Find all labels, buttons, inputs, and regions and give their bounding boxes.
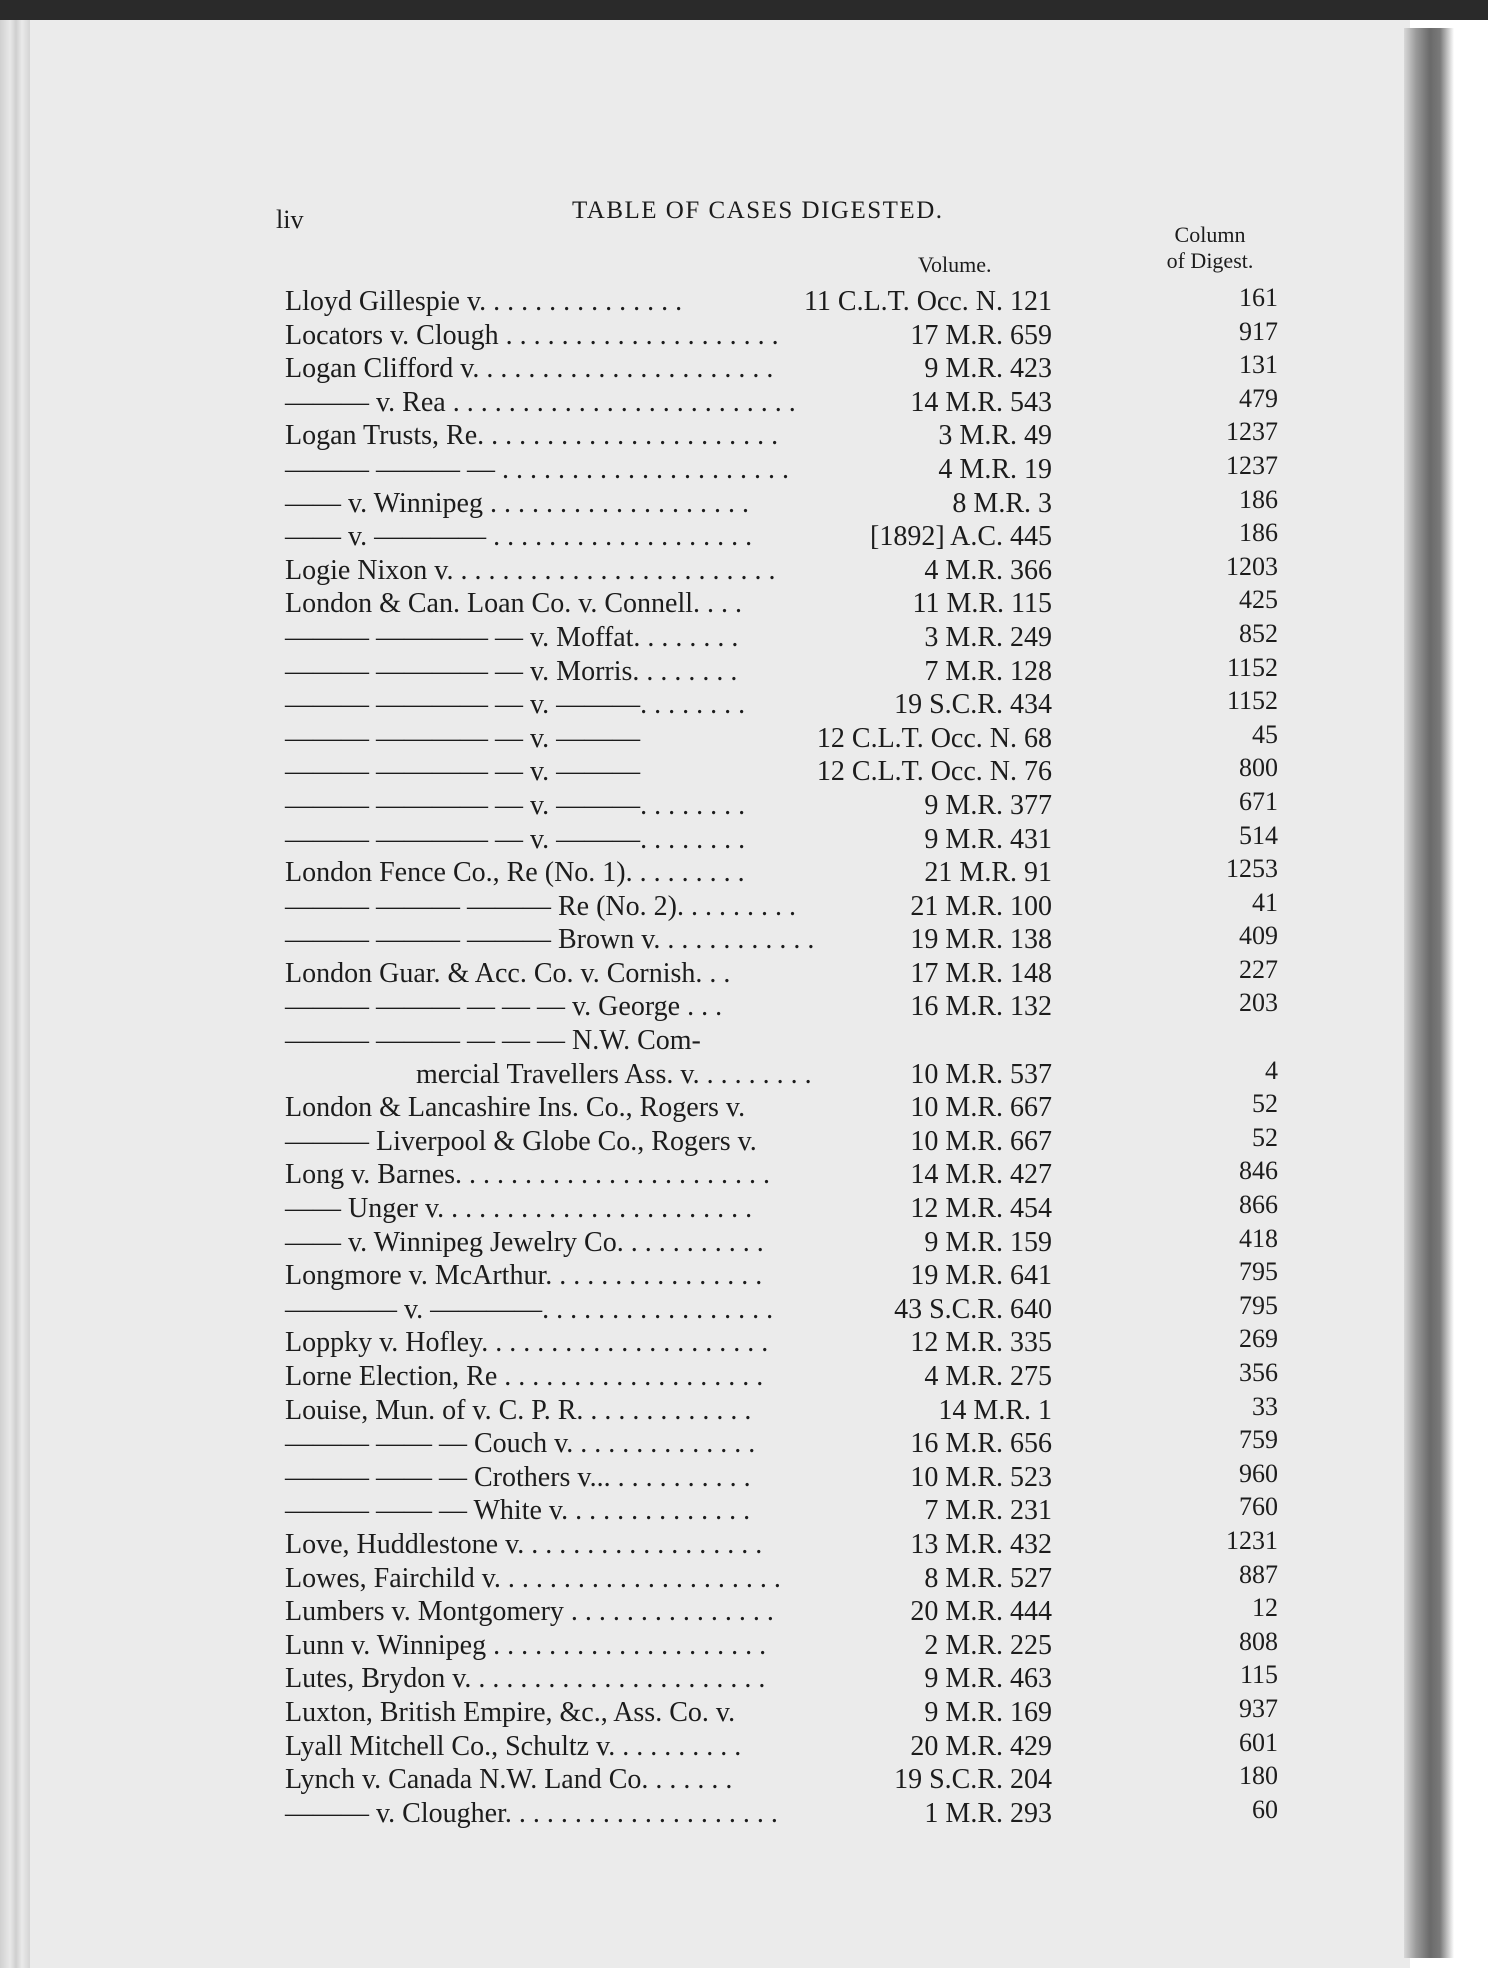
case-name: Longmore v. McArthur. . . . . . . . . . . . . . . . [285, 1260, 763, 1292]
digest-column-number: 131 [1239, 350, 1278, 380]
case-name: ——— ——— — — — v. George . . . [285, 991, 723, 1023]
case-name: —— v. ———— . . . . . . . . . . . . . . . . . . . [285, 521, 753, 553]
table-row [0, 786, 1488, 823]
digest-column-number: 186 [1239, 484, 1278, 514]
citation: 10 M.R. 537 [910, 1058, 1052, 1090]
digest-column-number: 409 [1239, 921, 1278, 951]
citation: 2 M.R. 225 [924, 1629, 1052, 1661]
table-row [0, 316, 1488, 353]
citation: 9 M.R. 377 [924, 789, 1052, 821]
digest-column-number: 1152 [1226, 686, 1278, 716]
case-name: London Guar. & Acc. Co. v. Cornish. . . [285, 957, 731, 989]
case-name: Lutes, Brydon v. . . . . . . . . . . . . . . . . . . . . . [285, 1663, 766, 1695]
table-row [0, 954, 1488, 991]
column-header-line-2: of Digest. [1166, 248, 1254, 273]
digest-column-number: 887 [1239, 1559, 1278, 1589]
case-name: ——— ———— — v. ——— [285, 722, 641, 754]
digest-column-number: 203 [1239, 988, 1278, 1018]
table-row [0, 1055, 1488, 1092]
case-name: ——— ———— — v. Morris. . . . . . . . [285, 655, 738, 687]
citation: 16 M.R. 656 [910, 1428, 1052, 1460]
citation: 4 M.R. 19 [938, 453, 1052, 485]
citation: 3 M.R. 49 [938, 420, 1052, 452]
digest-column-number: 41 [1252, 887, 1278, 917]
table-row [0, 1427, 1488, 1461]
table-row [0, 551, 1488, 588]
case-name: ——— ——— ——— Re (No. 2). . . . . . . . . [285, 890, 796, 922]
digest-column-number: 52 [1252, 1122, 1278, 1152]
table-row [0, 1360, 1488, 1394]
table-row [0, 383, 1488, 420]
citation: 14 M.R. 543 [910, 386, 1052, 418]
citation: 12 C.L.T. Occ. N. 76 [816, 756, 1052, 788]
case-name: Lowes, Fairchild v. . . . . . . . . . . . . . . . . . . . . [285, 1562, 781, 1594]
citation: 12 M.R. 454 [910, 1193, 1052, 1225]
table-row [0, 285, 1488, 319]
digest-column-number: 1253 [1226, 854, 1278, 884]
citation: 43 S.C.R. 640 [894, 1293, 1052, 1325]
table-row [0, 923, 1488, 957]
citation: 19 M.R. 138 [910, 924, 1052, 956]
digest-column-number: 52 [1252, 1089, 1278, 1119]
table-row [0, 1024, 1488, 1058]
digest-column-number: 760 [1239, 1492, 1278, 1522]
digest-column-number: 356 [1239, 1358, 1278, 1387]
table-row [0, 1158, 1488, 1192]
case-name: ——— v. Clougher. . . . . . . . . . . . . . . . . . . . [285, 1797, 778, 1829]
citation: 11 M.R. 115 [912, 588, 1052, 620]
digest-column-number: 671 [1239, 786, 1278, 816]
citation: 8 M.R. 527 [924, 1562, 1052, 1594]
table-row [0, 1662, 1488, 1696]
citation: 20 M.R. 444 [910, 1596, 1052, 1628]
digest-column-number: 866 [1239, 1190, 1278, 1220]
citation: 10 M.R. 667 [910, 1092, 1052, 1124]
digest-column-number: 937 [1239, 1693, 1278, 1723]
digest-column-number: 180 [1239, 1761, 1278, 1791]
citation: 21 M.R. 100 [910, 890, 1052, 922]
citation: 14 M.R. 1 [938, 1394, 1052, 1426]
digest-column-number: 795 [1239, 1257, 1278, 1287]
citation: 19 M.R. 641 [910, 1260, 1052, 1292]
case-table [0, 285, 1488, 1830]
digest-column-number: 601 [1239, 1727, 1278, 1757]
table-row [0, 820, 1488, 857]
case-name: ——— Liverpool & Globe Co., Rogers v. [285, 1125, 757, 1157]
citation: 12 M.R. 335 [910, 1327, 1052, 1359]
table-row [0, 1259, 1488, 1293]
table-row [0, 755, 1488, 789]
citation: 4 M.R. 275 [924, 1361, 1052, 1392]
case-name: ——— ——— ——— Brown v. . . . . . . . . . . . [285, 924, 815, 956]
citation: 16 M.R. 132 [910, 991, 1052, 1023]
digest-column-number: 227 [1239, 954, 1278, 984]
page-number: liv [276, 205, 304, 234]
case-name: Lunn v. Winnipeg . . . . . . . . . . . . . . . . . . . . [285, 1629, 767, 1661]
table-row [0, 587, 1488, 621]
case-name: —— Unger v. . . . . . . . . . . . . . . . . . . . . . . [285, 1193, 753, 1225]
digest-column-number: 917 [1239, 316, 1278, 346]
case-name: ——— ——— — . . . . . . . . . . . . . . . . . . . . . [285, 453, 789, 485]
digest-column-number: 960 [1239, 1458, 1278, 1488]
column-of-digest-header [1150, 222, 1270, 274]
digest-column-number: 4 [1265, 1055, 1278, 1085]
digest-column-number: 808 [1239, 1626, 1278, 1656]
volume-header: Volume. [918, 252, 992, 277]
case-name: Logan Clifford v. . . . . . . . . . . . . . . . . . . . . . [285, 353, 774, 385]
table-row [0, 887, 1488, 924]
table-row [0, 1693, 1488, 1730]
citation: 9 M.R. 423 [924, 353, 1052, 385]
digest-column-number: 12 [1252, 1593, 1278, 1623]
citation: 21 M.R. 91 [924, 857, 1052, 889]
digest-column-number: 1203 [1226, 551, 1278, 581]
citation: 8 M.R. 3 [952, 487, 1052, 519]
table-row [0, 1525, 1488, 1562]
citation: 10 M.R. 523 [910, 1461, 1052, 1493]
case-name: ——— —— — Crothers v... . . . . . . . . . . [285, 1461, 751, 1493]
table-row [0, 352, 1488, 386]
digest-column-number: 795 [1239, 1290, 1278, 1320]
case-name: ——— ———— — v. Moffat. . . . . . . . [285, 621, 739, 653]
table-row [0, 1122, 1488, 1159]
case-name: Lorne Election, Re . . . . . . . . . . . . . . . . . . . [285, 1361, 764, 1392]
citation: 19 S.C.R. 434 [894, 689, 1052, 721]
table-row [0, 719, 1488, 756]
table-row [0, 652, 1488, 689]
citation: 7 M.R. 231 [924, 1495, 1052, 1527]
case-name: Locators v. Clough . . . . . . . . . . . . . . . . . . . . [285, 319, 779, 351]
case-name: mercial Travellers Ass. v. . . . . . . . . [416, 1058, 812, 1090]
citation: 1 M.R. 293 [924, 1797, 1052, 1829]
digest-column-number: 115 [1239, 1660, 1278, 1690]
digest-column-number: 425 [1239, 585, 1278, 615]
case-name: Lynch v. Canada N.W. Land Co. . . . . . . [285, 1764, 733, 1796]
digest-column-number: 33 [1252, 1391, 1278, 1421]
digest-column-number: 479 [1239, 383, 1278, 413]
table-row [0, 1559, 1488, 1596]
citation: 19 S.C.R. 204 [894, 1764, 1052, 1796]
case-name: Lloyd Gillespie v. . . . . . . . . . . . . . . [285, 286, 683, 317]
digest-column-number: 45 [1252, 719, 1278, 749]
citation: 17 M.R. 148 [910, 957, 1052, 989]
digest-column-number: 846 [1239, 1156, 1278, 1186]
case-name: London & Lancashire Ins. Co., Rogers v. [285, 1092, 746, 1124]
table-row [0, 1794, 1488, 1831]
case-name: Luxton, British Empire, &c., Ass. Co. v. [285, 1696, 736, 1728]
case-name: ——— ———— — v. ———. . . . . . . . [285, 823, 746, 855]
digest-column-number: 1237 [1226, 450, 1278, 480]
scan-top-border [0, 0, 1488, 20]
citation: 17 M.R. 659 [910, 319, 1052, 351]
digest-column-number: 514 [1239, 820, 1278, 850]
digest-column-number: 1237 [1226, 417, 1278, 447]
digest-column-number: 418 [1239, 1223, 1278, 1253]
case-name: London & Can. Loan Co. v. Connell. . . . [285, 588, 743, 620]
digest-column-number: 161 [1239, 283, 1278, 312]
case-name: Lumbers v. Montgomery . . . . . . . . . . . . . . . [285, 1596, 774, 1628]
table-row [0, 450, 1488, 487]
table-row [0, 1458, 1488, 1495]
citation: 7 M.R. 128 [924, 655, 1052, 687]
case-name: —— v. Winnipeg . . . . . . . . . . . . . . . . . . . [285, 487, 749, 519]
table-row [0, 1727, 1488, 1764]
table-row [0, 1391, 1488, 1428]
table-row [0, 856, 1488, 890]
citation: 4 M.R. 366 [924, 554, 1052, 586]
table-row [0, 520, 1488, 554]
citation: 13 M.R. 432 [910, 1528, 1052, 1560]
page-title: TABLE OF CASES DIGESTED. [572, 197, 944, 224]
case-name: ——— v. Rea . . . . . . . . . . . . . . . . . . . . . . . . . [285, 386, 796, 418]
case-name: Loppky v. Hofley. . . . . . . . . . . . . . . . . . . . . [285, 1327, 769, 1359]
case-name: Lyall Mitchell Co., Schultz v. . . . . . . . . . [285, 1730, 742, 1762]
citation: 10 M.R. 667 [910, 1125, 1052, 1157]
case-name: ——— —— — Couch v. . . . . . . . . . . . . . [285, 1428, 756, 1460]
table-row [0, 1223, 1488, 1260]
digest-column-number: 269 [1239, 1324, 1278, 1354]
citation: 3 M.R. 249 [924, 621, 1052, 653]
table-row [0, 484, 1488, 521]
citation: 14 M.R. 427 [910, 1159, 1052, 1191]
case-name: ——— ———— — v. ———. . . . . . . . [285, 789, 746, 821]
table-row [0, 1595, 1488, 1629]
case-name: ——— ——— — — — N.W. Com- [285, 1025, 701, 1057]
citation: 12 C.L.T. Occ. N. 68 [816, 722, 1052, 754]
digest-column-number: 759 [1239, 1425, 1278, 1455]
case-name: Love, Huddlestone v. . . . . . . . . . . . . . . . . . [285, 1528, 763, 1560]
case-name: ——— ———— — v. ——— [285, 756, 641, 788]
table-row [0, 1290, 1488, 1327]
case-name: ——— ———— — v. ———. . . . . . . . [285, 689, 746, 721]
table-row [0, 1763, 1488, 1797]
citation: [1892] A.C. 445 [870, 521, 1052, 553]
digest-column-number: 1231 [1226, 1525, 1278, 1555]
citation: 9 M.R. 169 [924, 1696, 1052, 1728]
citation: 9 M.R. 431 [924, 823, 1052, 855]
table-row [0, 1326, 1488, 1360]
digest-column-number: 60 [1252, 1794, 1278, 1824]
table-row [0, 1494, 1488, 1528]
case-name: —— v. Winnipeg Jewelry Co. . . . . . . . . . . [285, 1226, 764, 1258]
table-row [0, 1192, 1488, 1226]
case-name: ———— v. ————. . . . . . . . . . . . . . . . . [285, 1293, 774, 1325]
case-name: Logie Nixon v. . . . . . . . . . . . . . . . . . . . . . . . [285, 554, 776, 586]
column-header-line-1: Column [1174, 222, 1246, 247]
table-row [0, 618, 1488, 655]
table-row [0, 990, 1488, 1024]
digest-column-number: 852 [1239, 618, 1278, 648]
table-row [0, 688, 1488, 722]
case-name: Logan Trusts, Re. . . . . . . . . . . . . . . . . . . . . . [285, 420, 779, 452]
citation: 11 C.L.T. Occ. N. 121 [803, 286, 1052, 317]
case-name: London Fence Co., Re (No. 1). . . . . . . . . [285, 857, 745, 889]
table-row [0, 1091, 1488, 1125]
citation: 9 M.R. 463 [924, 1663, 1052, 1695]
citation: 9 M.R. 159 [924, 1226, 1052, 1258]
case-name: ——— —— — White v. . . . . . . . . . . . . . [285, 1495, 751, 1527]
digest-column-number: 186 [1239, 518, 1278, 548]
case-name: Long v. Barnes. . . . . . . . . . . . . . . . . . . . . . . [285, 1159, 771, 1191]
case-name: Louise, Mun. of v. C. P. R. . . . . . . . . . . . . [285, 1394, 752, 1426]
table-row [0, 419, 1488, 453]
digest-column-number: 1152 [1226, 652, 1278, 682]
citation: 20 M.R. 429 [910, 1730, 1052, 1762]
table-row [0, 1626, 1488, 1663]
digest-column-number: 800 [1239, 753, 1278, 783]
